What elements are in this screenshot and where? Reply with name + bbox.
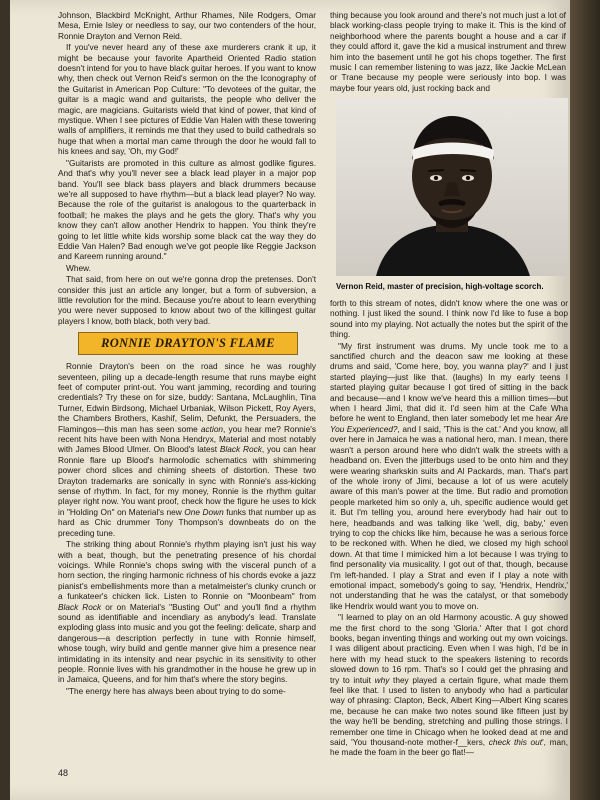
paragraph: forth to this stream of notes, didn't know where the one was or nothing. I just liked the sound. I think now I'd like to fuse a bop sound into my playing. Not actually the notes but the spirit of the thing. bbox=[330, 298, 568, 340]
right-column-top bbox=[330, 10, 566, 94]
right-column-bottom bbox=[330, 298, 568, 759]
paragraph: Ronnie Drayton's been on the road since he was roughly seventeen, piling up a decade-length resume that runs maybe eight feet of computer print-out. You want jamming, recording and touring credentials? Try these on for size, buddy: Santana, McLaughlin, Tina Turner, Edwin Birdsong, Michael Urbaniak, Wilson Pickett, Roy Ayers, the Chambers Brothers, Kashif, Selim, Defunkt, the Persuaders, the Flamingos—this man has seen some action, you hear me? Ronnie's recent hits have been with Nona Hendryx, Material and most notably with James Blood Ulmer. On Blood's latest Black Rock, you can hear Ronnie flare up Blood's harmolodic schematics with shimmering power chord slices and chiming sheets of distortion. These two Drayton trademarks are sonically in sync with Ronnie's ass-kicking sense of rhythm. In fact, for my money, Ronnie is the rhythm guitar player right now. You want proof, check how the figure he uses to kick in "Holding On" on Material's new One Down funks that number up as hard as Chic drummer Tony Thompson's downbeats do on the preceding tune. bbox=[58, 361, 317, 538]
photo-caption: Vernon Reid, master of precision, high-voltage scorch. bbox=[336, 282, 544, 291]
portrait-illustration bbox=[336, 98, 568, 276]
section-heading-banner: RONNIE DRAYTON'S FLAME bbox=[78, 332, 298, 355]
paragraph: "My first instrument was drums. My uncle took me to a sanctified church and the deacon saw me looking at these drums and said, 'Come here, boy, you wanna play?' and I just started playing—just like that. (laughs) In my early teens I started playing guitar because I got tired of sitting in the back and because—and I know we've heard this a million times—but when I heard Jimi, that did it. I'd seen him at the Cafe Wha before he went to England, then later somebody let me hear Are You Experienced?, and I said, 'This is the cat.' And you know, all over here in Jamaica he was a national hero, man. I mean, there wasn't a person around here who didn't walk the streets with a headband on. Even the jitterbugs used to be onto him and they were wearing sharkskin suits and Al Packards, man. That's part of the whole irony of Jimi, because a lot of us were acutely aware of this man's power at the time. But radio and promotion people marketed him so only a, uh, specific audience would get it. But I'm telling you, around here everybody had hair out to here, headbands and was talking like 'well, dig, baby,' even trying to cop the chicks like him, because he was a serious force to be reckoned with. When he died, we closed my high school down. At that time I mimicked him a lot because I was trying to find personality via musicality. I got out of that, though, because I'm left-handed. I play a Strat and even if I play a note with emotional impact, somebody's going to say, 'Hendrix, Hendrix,' not understanding that he was the catalyst, or that somebody like Hendrix would want you to move on. bbox=[330, 340, 568, 611]
portrait-photo bbox=[336, 98, 568, 276]
magazine-page bbox=[10, 0, 570, 800]
paragraph: "Guitarists are promoted in this culture as almost godlike figures. And that's why you'll never see a black lead player in a major pop band. You'll see black bass players and black drummers because we're all supposed to have rhythm—but a black lead player? No way. Because the role of the guitarist is analogous to the quarterback in football; he makes the plays and he gets the glory. That's why you know they can't allow another Hendrix to happen. You think they're going to let little white kids worship some black cat the way they do Eddie Van Halen? Bad enough we've got people like Reggie Jackson and Kareem running around." bbox=[58, 157, 316, 262]
binding-shadow bbox=[570, 0, 600, 800]
paragraph: "I learned to play on an old Harmony acoustic. A guy showed me the first chord to the song 'Gloria.' After that I got chord books, began inventing things and working out my own voicings. I was diligent about practicing. Even when I was high, I'd be in here with my head stuck to the speakers listening to records slowed down to 16 rpm. That's so I could get the phrasing and try to intuit why they played a certain figure, what made them feel like that. I used to listen to anybody who had a particular way of phrasing: Clapton, Beck, Albert King—Albert King scares me, because he can make two notes sound like fifteen just by the way he'll be bending, stretching and pulling those strings. I remember one time in Chicago when he looked dead at me and said, 'You thousand-note mother-f__kers, check this out', man, he made the foam in the beer go flat!— bbox=[330, 612, 569, 758]
paragraph: Whew. bbox=[66, 262, 91, 273]
page-number: 48 bbox=[58, 768, 69, 778]
paragraph: "The energy here has always been about trying to do some- bbox=[66, 685, 286, 696]
left-column bbox=[58, 10, 316, 697]
paragraph: thing because you look around and there's not much just a lot of black working-class people trying to make it. This is the kind of neighborhood where the parents bought a house and a car if they could afford it, gave the kid a musical instrument and threw him into the basement until he got his chops together. The first music I can remember listening to was jazz, like Jackie McLean or Trane because my people were seriously into bop. I was maybe four years old, just rocking back and bbox=[330, 10, 566, 93]
paragraph: If you've never heard any of these axe murderers crank it up, it might be because your favorite Apartheid Oriented Radio station doesn't intend for you to have black guitar heroes. If you want to know why, then check out Vernon Reid's sermon on the the Iconography of the Guitarist in American Pop Culture: "To devotees of the guitar, the guitar is a magic wand and guitarists, the people who deliver the magic, are magicians. Guitarists wield that kind of power, that kind of mystique. When I see pictures of Eddie Van Halen with these towering walls of amplifiers, it reminds me that they used to build cathedrals so huge that when a mortal man came through the door he would fall to his knees and say, 'Oh, my God!' bbox=[58, 42, 316, 157]
paragraph: That said, from here on out we're gonna drop the pretenses. Don't consider this just an article any longer, but a form of subversion, a little revolution for the mind. Because you're about to learn everything you were never supposed to know about two of the killingest guitar players I know, both black, both very bad. bbox=[58, 274, 316, 326]
paragraph: Johnson, Blackbird McKnight, Arthur Rhames, Nile Rodgers, Omar Mesa, Ernie Isley or needless to say, our two contenders of the hour, Ronnie Drayton and Vernon Reid. bbox=[58, 10, 316, 41]
paragraph: The striking thing about Ronnie's rhythm playing isn't just his way with a beat, though, but the penetrating presence of his chordal voicings. While Ronnie's chops swing with the visceral punch of a horn section, the ringing harmonic richness of his chords evoke a jazz pianist's embellishments more than a metalmeister's clunky crunch or a funkateer's chicken lick. Listen to Ronnie on "Moonbeam" from Black Rock or on Material's "Busting Out" and you'll find a rhythm sound as identifiable and incendiary as anybody's lead. Translate exploding glass into music and you got the feeling: delicate, sharp and dangerous—a description perfectly in tune with Ronnie himself, whose tough, wiry build and gentle manner give him a presence near intimidating in its intensity and near psychic in its sensitivity to other people. Ronnie lives with his grandmother in the house he grew up in in Jamaica, Queens, and for him that's where the story begins. bbox=[58, 539, 316, 685]
